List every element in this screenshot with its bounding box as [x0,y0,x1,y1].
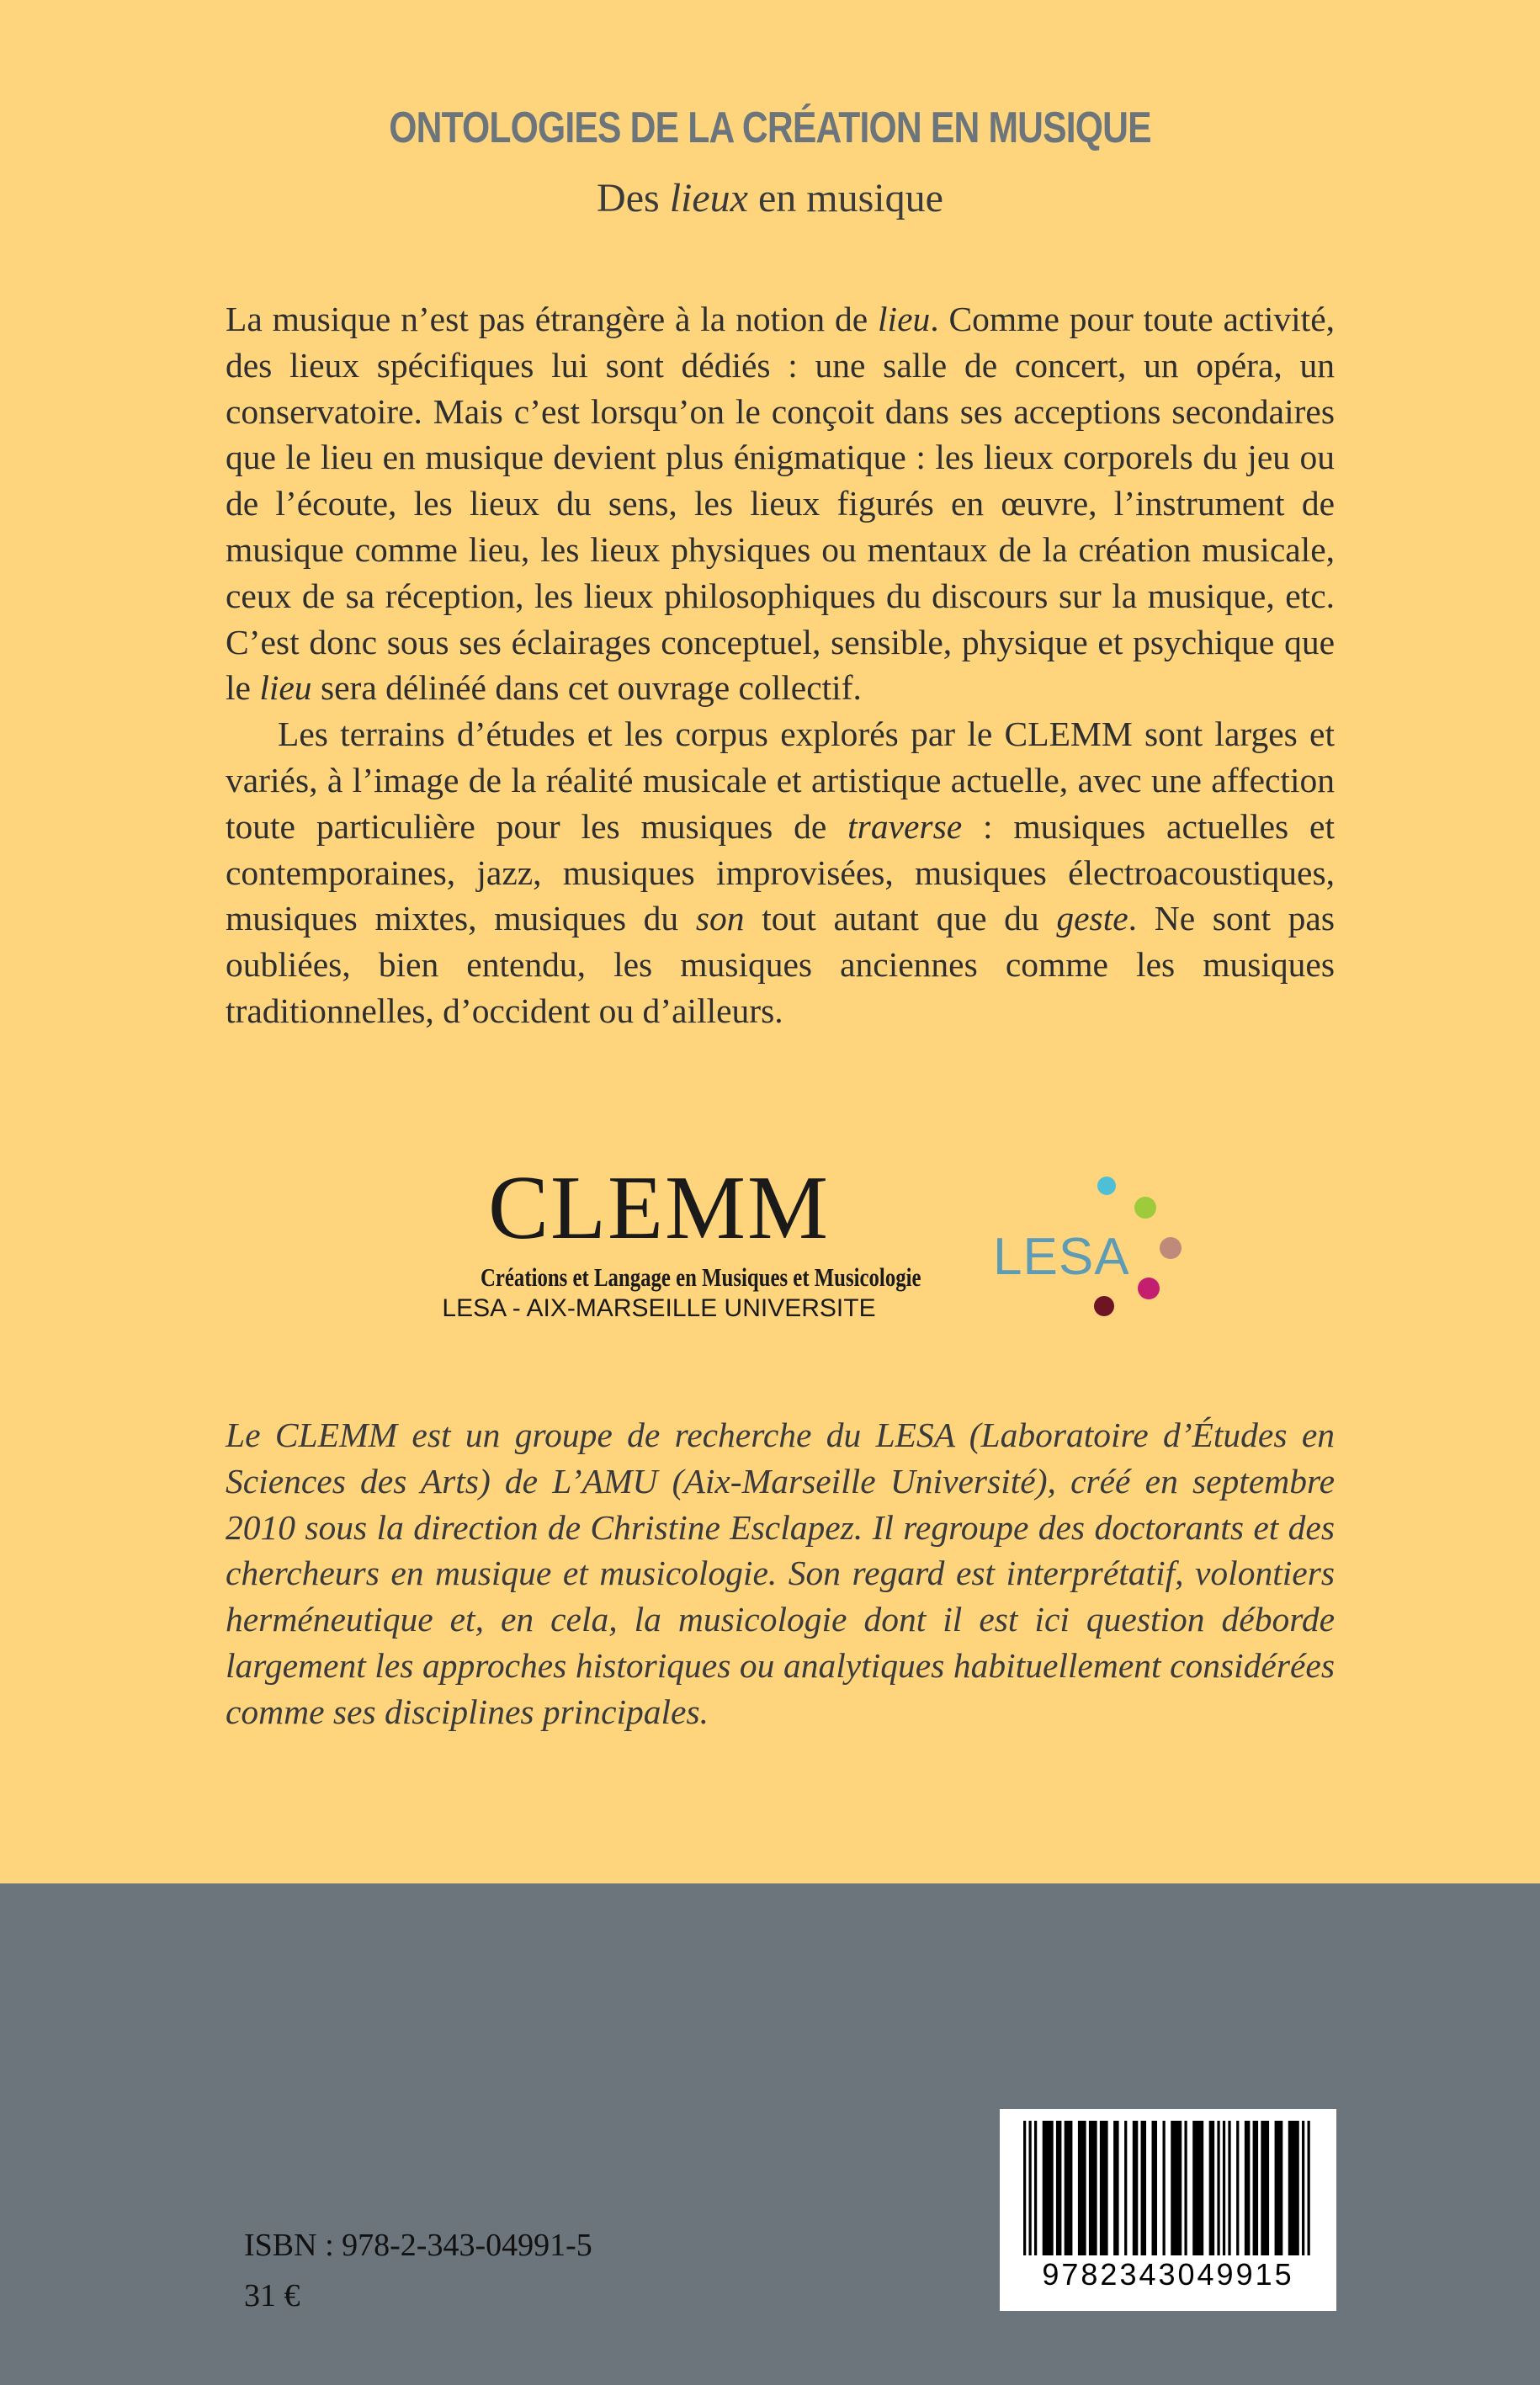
lesa-dot-icon [1097,1177,1116,1195]
p2-text-d: . Ne sont pas oubliées, bien entendu, les musiques anciennes comme les musiques traditionnelles, d’occident ou d’ailleurs. [226,899,1335,1030]
barcode-bar [1228,2121,1230,2255]
barcode-bar [1192,2121,1203,2255]
barcode-bar [1089,2121,1097,2255]
clemm-about-text: Le CLEMM est un groupe de recherche du LESA (Laboratoire d’Études en Sciences des Arts) de L’AMU (Aix-Marseille Université), créé en septembre 2010 sous la direction de Christine Esclapez. Il regroupe des doctorants et des chercheurs en musique et musicologie. Son regard est interprétatif, volontiers herméneutique et, en cela, la musicologie dont il est ici question déborde largement les approches historiques ou analytiques habituellement considérées comme ses disciplines principales. [226,1416,1335,1731]
barcode-bar [1023,2121,1026,2255]
barcode-bar [1152,2121,1157,2255]
back-cover-description [226,296,1335,1034]
barcode-bar [1302,2121,1304,2255]
barcode-bar [1124,2121,1127,2255]
barcode [1000,2109,1336,2311]
p2-emphasis-1: traverse [847,806,963,846]
barcode-bar [1217,2121,1219,2255]
barcode-bar [1288,2121,1299,2255]
p1-text-b: . Comme pour toute activité, des lieux spécifiques lui sont dédiés : une salle de concert, un opéra, un conservatoire. Mais c’est lorsqu’on le conçoit dans ses acceptions secondaires que le lieu en musique devient plus énigmatique : les lieux corporels du jeu ou de l’écoute, les lieux du sens, les lieux figurés en œuvre, l’instrument de musique comme lieu, les lieux physiques ou mentaux de la création musicale, ceux de sa réception, les lieux philosophiques du discours sur la musique, etc. C’est donc sous ses éclairages conceptuel, sensible, physique et psychique que le [226,300,1335,708]
barcode-bar [1034,2121,1037,2255]
barcode-bar [1028,2121,1031,2255]
lesa-dot-icon [1160,1237,1182,1259]
p1-text-a: La musique n’est pas étrangère à la notion de [226,300,879,338]
subtitle-post: en musique [747,176,943,220]
description-paragraph-1 [226,296,1335,711]
clemm-logo [436,1158,921,1323]
barcode-bar [1133,2121,1138,2255]
p2-text-c: tout autant que du [744,899,1057,938]
barcode-bar [1113,2121,1118,2255]
lesa-logo-text: LESA [993,1228,1130,1286]
price-label: 31 € [244,2278,300,2313]
subtitle-pre: Des [597,176,670,220]
barcode-bar [1261,2121,1269,2255]
barcode-bar [1184,2121,1187,2255]
lesa-logo [985,1171,1187,1323]
description-paragraph-2 [226,711,1335,1034]
barcode-bar [1171,2121,1182,2255]
book-title: ONTOLOGIES DE LA CRÉATION EN MUSIQUE [389,104,1151,152]
barcode-bar [1253,2121,1258,2255]
lesa-dot-icon [1094,1296,1114,1316]
lesa-dot-icon [1138,1277,1160,1299]
barcode-bars-icon [1023,2121,1313,2262]
barcode-bar [1236,2121,1239,2255]
barcode-bar [1141,2121,1146,2255]
barcode-bar [1308,2121,1310,2255]
barcode-bar [1056,2121,1061,2255]
clemm-logo-title: CLEMM [487,1158,831,1258]
barcode-bar [1275,2121,1283,2255]
clemm-logo-affiliation: LESA - AIX-MARSEILLE UNIVERSITE [442,1294,876,1322]
p2-emphasis-3: geste [1056,899,1128,938]
barcode-bar [1163,2121,1166,2255]
p2-text-a: Les terrains d’études et les corpus explorés par le CLEMM sont larges et variés, à l’image de la réalité musicale et artistique actuelle, avec une affection toute particulière pour les musiques de [226,714,1335,846]
book-subtitle [0,175,1540,221]
clemm-logo-subtitle: Créations et Langage en Musiques et Musicologie [481,1262,921,1292]
barcode-bar [1043,2121,1054,2255]
p2-emphasis-2: son [695,899,745,938]
isbn-label: ISBN : 978-2-343-04991-5 [244,2228,592,2263]
barcode-bar [1065,2121,1073,2255]
p1-emphasis-1: lieu [878,300,931,338]
lesa-dot-icon [1134,1197,1156,1219]
barcode-bar [1209,2121,1214,2255]
p1-emphasis-2: lieu [259,668,312,708]
p2-text-b: : musiques actuelles et contemporaines, jazz, musiques improvisées, musiques électroacoustiques, musiques mixtes, musiques du [226,806,1335,938]
barcode-bar [1245,2121,1250,2255]
barcode-bar [1100,2121,1108,2255]
barcode-bar [1223,2121,1225,2255]
barcode-digits: 9782343049915 [1042,2257,1294,2292]
p1-text-c: sera délinéé dans cet ouvrage collectif. [311,668,862,708]
subtitle-emphasis: lieux [669,176,748,220]
barcode-bar [1078,2121,1086,2255]
